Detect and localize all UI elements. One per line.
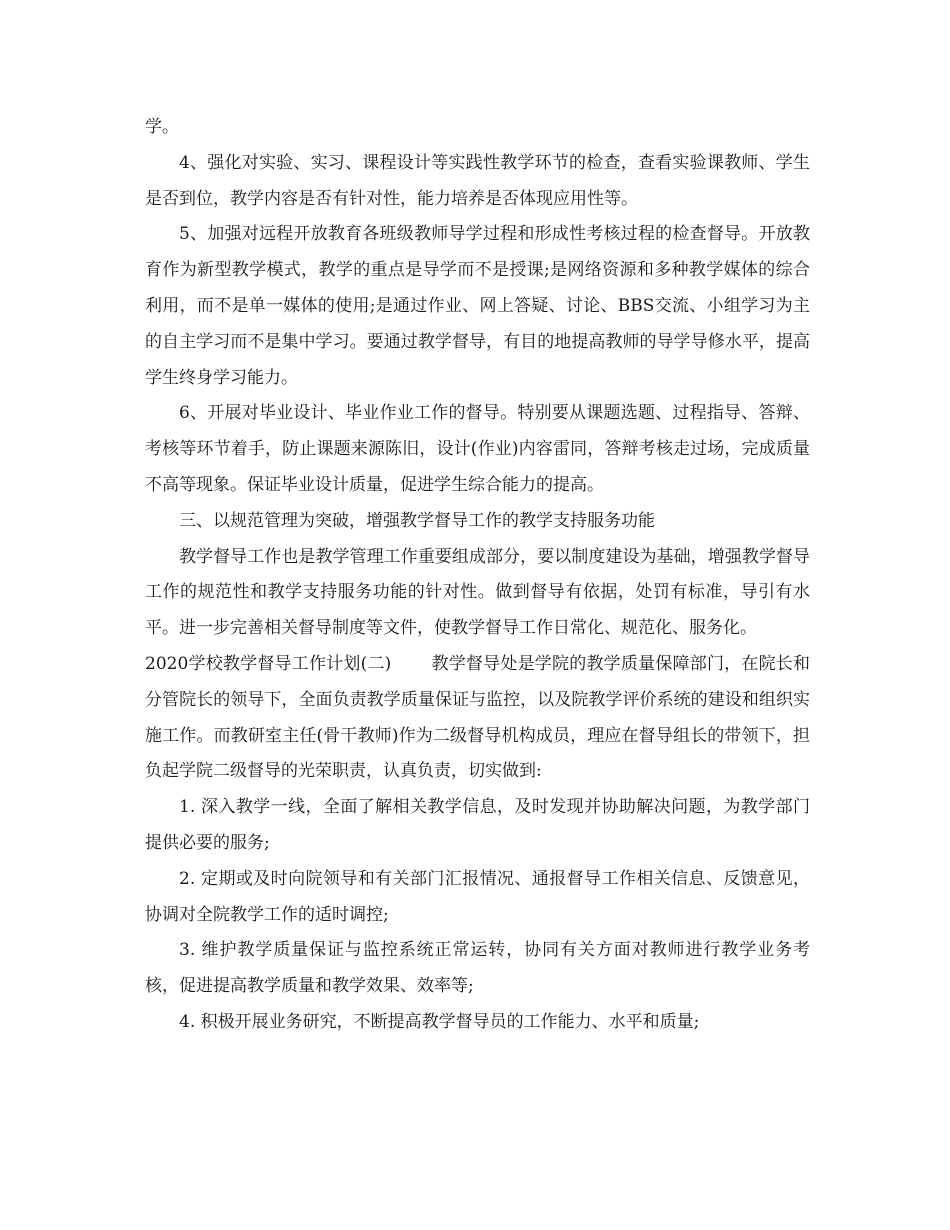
paragraph: 学。 xyxy=(145,117,179,137)
document-body xyxy=(145,110,810,1041)
paragraph: 4、强化对实验、实习、课程设计等实践性教学环节的检查，查看实验课教师、学生是否到位，教学内容是否有针对性，能力培养是否体现应用性等。 xyxy=(145,152,810,209)
list-item: 2. 定期或及时向院领导和有关部门汇报情况、通报督导工作相关信息、反馈意见，协调对全院教学工作的适时调控; xyxy=(145,868,810,925)
section-intro-paragraph xyxy=(145,647,810,790)
list-item: 1. 深入教学一线，全面了解相关教学信息，及时发现并协助解决问题，为教学部门提供必要的服务; xyxy=(145,797,810,853)
paragraph: 6、开展对毕业设计、毕业作业工作的督导。特别要从课题选题、过程指导、答辩、考核等环节着手，防止课题来源陈旧，设计(作业)内容雷同，答辩考核走过场，完成质量不高等现象。保证毕业设计质量，促进学生综合能力的提高。 xyxy=(145,403,810,495)
list-item: 3. 维护教学质量保证与监控系统正常运转，协同有关方面对教师进行教学业务考核，促进提高教学质量和教学效果、效率等; xyxy=(145,940,810,997)
list-item: 4. 积极开展业务研究，不断提高教学督导员的工作能力、水平和质量; xyxy=(179,1011,700,1032)
section-intro: 教学督导处是学院的教学质量保障部门，在院长和分管院长的领导下，全面负责教学质量保证与监控，以及院教学评价系统的建设和组织实施工作。而教研室主任(骨干教师)作为二级督导机构成员，理应在督导组长的带领下，担负起学院二级督导的光荣职责，认真负责，切实做到: xyxy=(145,653,811,782)
paragraph: 教学督导工作也是教学管理工作重要组成部分，要以制度建设为基础，增强教学督导工作的规范性和教学支持服务功能的针对性。做到督导有依据，处罚有标准，导引有水平。进一步完善相关督导制度等文件，使教学督导工作日常化、规范化、服务化。 xyxy=(145,546,810,639)
section-heading: 三、以规范管理为突破，增强教学督导工作的教学支持服务功能 xyxy=(179,510,655,531)
section-title: 2020学校教学督导工作计划(二) xyxy=(145,653,392,674)
paragraph: 5、加强对远程开放教育各班级教师导学过程和形成性考核过程的检查督导。开放教育作为新型教学模式，教学的重点是导学而不是授课;是网络资源和多种教学媒体的综合利用，而不是单一媒体的使用;是通过作业、网上答疑、讨论、BBS交流、小组学习为主的自主学习而不是集中学习。要通过教学督导，有目的地提高教师的导学导修水平，提高学生终身学习能力。 xyxy=(145,224,810,388)
